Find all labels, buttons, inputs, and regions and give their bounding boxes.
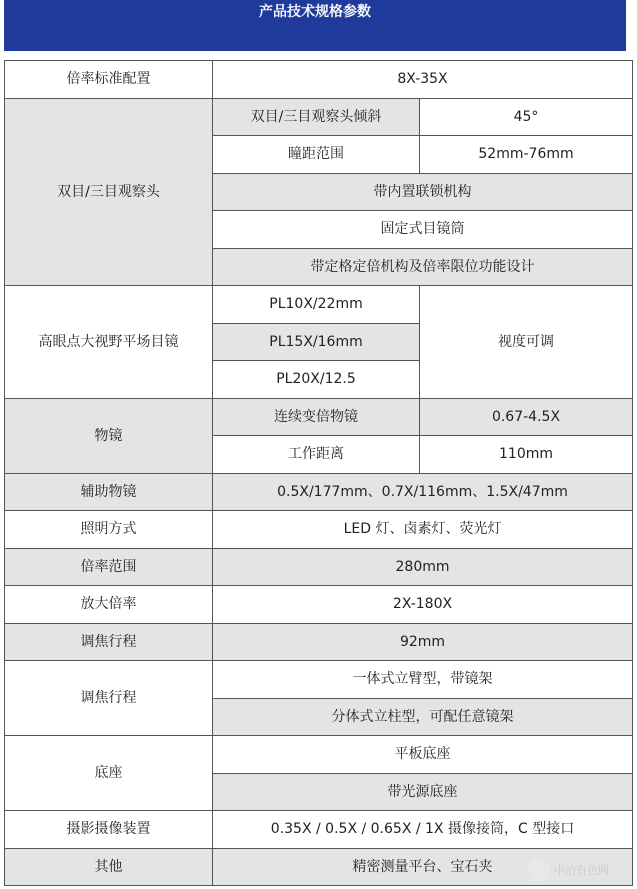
row-value: 视度可调 [420,286,633,399]
sub-label: 瞳距范围 [213,136,420,174]
row-label: 调焦行程 [5,623,213,661]
row-value: 110mm [420,436,633,474]
watermark [528,859,609,881]
table-row [5,61,633,99]
row-value: 0.35X / 0.5X / 0.65X / 1X 摄像接筒，C 型接口 [213,811,633,849]
row-value: PL10X/22mm [213,286,420,324]
row-label: 辅助物镜 [5,473,213,511]
row-value: 固定式目镜筒 [213,211,633,249]
row-value: 带内置联锁机构 [213,173,633,211]
row-value: PL15X/16mm [213,323,420,361]
row-value: 平板底座 [213,736,633,774]
row-label: 照明方式 [5,511,213,549]
spec-table [4,60,633,886]
row-value: 0.5X/177mm、0.7X/116mm、1.5X/47mm [213,473,633,511]
table-row [5,398,633,436]
sub-label: 双目/三目观察头倾斜 [213,98,420,136]
page-title: 产品技术规格参数 [259,4,371,20]
row-value: 分体式立柱型，可配任意镜架 [213,698,633,736]
row-value: 92mm [213,623,633,661]
watermark-text: 中冶有色网 [554,864,609,877]
row-value: 一体式立臂型，带镜架 [213,661,633,699]
sub-label: 工作距离 [213,436,420,474]
table-row [5,548,633,586]
table-row [5,661,633,699]
row-value: 280mm [213,548,633,586]
table-row [5,98,633,136]
table-row [5,286,633,324]
row-value: 8X-35X [213,61,633,99]
table-row [5,511,633,549]
table-row [5,473,633,511]
table-row [5,586,633,624]
table-row [5,623,633,661]
row-label: 物镜 [5,398,213,473]
table-row [5,736,633,774]
sub-label: 连续变倍物镜 [213,398,420,436]
table-row [5,811,633,849]
row-label: 双目/三目观察头 [5,98,213,286]
row-value: LED 灯、卤素灯、荧光灯 [213,511,633,549]
row-label: 高眼点大视野平场目镜 [5,286,213,399]
row-value: 2X-180X [213,586,633,624]
row-value: 精密测量平台、宝石夹 [213,848,633,886]
row-label: 底座 [5,736,213,811]
row-value: 52mm-76mm [420,136,633,174]
row-label: 摄影摄像装置 [5,811,213,849]
row-value: 带光源底座 [213,773,633,811]
spec-header-banner [4,0,626,51]
row-value: 45° [420,98,633,136]
watermark-logo-icon [528,859,550,881]
row-label: 倍率范围 [5,548,213,586]
row-value: PL20X/12.5 [213,361,420,399]
row-value: 0.67-4.5X [420,398,633,436]
row-value: 带定格定倍机构及倍率限位功能设计 [213,248,633,286]
row-label: 调焦行程 [5,661,213,736]
row-label: 放大倍率 [5,586,213,624]
row-label: 倍率标准配置 [5,61,213,99]
row-label: 其他 [5,848,213,886]
